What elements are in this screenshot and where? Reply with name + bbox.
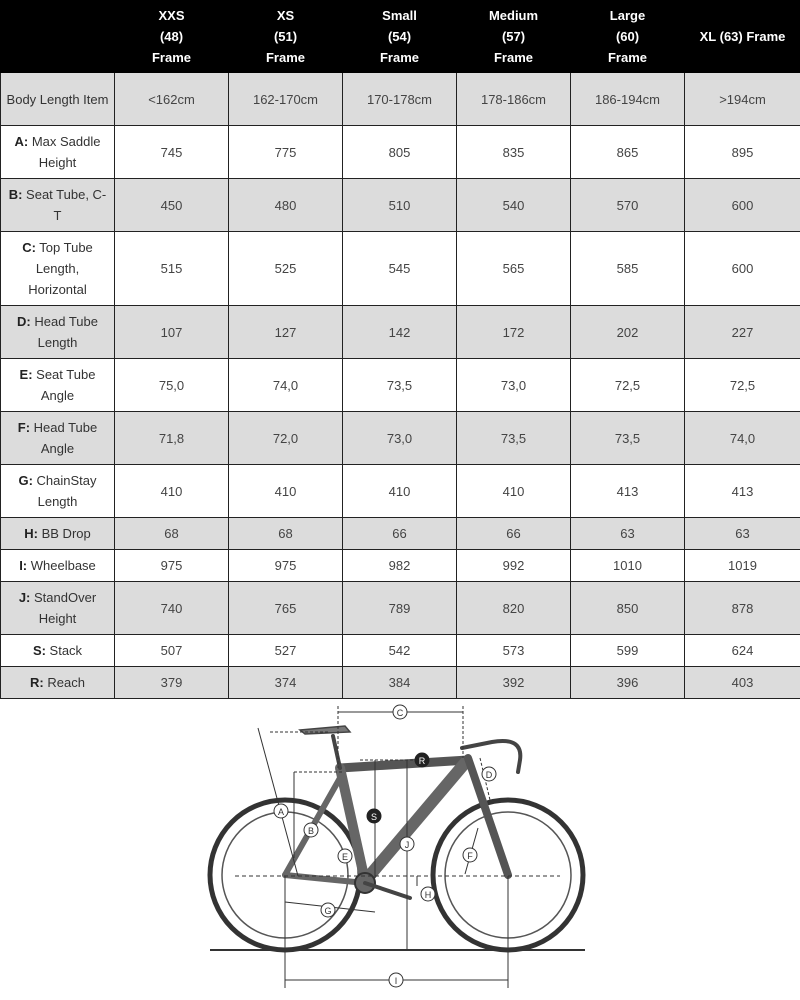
svg-text:C: C xyxy=(396,708,404,718)
cell-small: 805 xyxy=(343,126,457,179)
cell-xxs: 71,8 xyxy=(115,412,229,465)
label-j xyxy=(400,837,414,851)
row-label xyxy=(1,667,115,699)
cell-large: 73,5 xyxy=(571,412,685,465)
table-row xyxy=(1,550,800,582)
row-label-text: Reach xyxy=(43,675,85,690)
row-label-text: Seat Tube Angle xyxy=(32,367,96,403)
header-size-xl: XL (63) Frame xyxy=(685,1,800,73)
label-a xyxy=(274,804,288,818)
table-row xyxy=(1,306,800,359)
svg-text:S: S xyxy=(370,812,378,822)
cell-small: 142 xyxy=(343,306,457,359)
cell-medium: 820 xyxy=(457,582,571,635)
cell-large: 396 xyxy=(571,667,685,699)
cell-xl: >194cm xyxy=(685,73,800,126)
row-label-text: ChainStay Length xyxy=(32,473,97,509)
row-label xyxy=(1,550,115,582)
header-row xyxy=(1,1,800,73)
cell-xs: 765 xyxy=(229,582,343,635)
cell-medium: 573 xyxy=(457,635,571,667)
cell-small: 542 xyxy=(343,635,457,667)
row-key: I: xyxy=(19,558,28,573)
cell-xs: 162-170cm xyxy=(229,73,343,126)
cell-large: 1010 xyxy=(571,550,685,582)
row-label xyxy=(1,232,115,306)
svg-text:D: D xyxy=(485,770,493,780)
label-i xyxy=(389,973,403,987)
cell-xxs: 107 xyxy=(115,306,229,359)
row-key: S: xyxy=(32,643,46,658)
row-key: J: xyxy=(18,590,31,605)
header-size-xxs: XXS (48) Frame xyxy=(115,1,229,73)
row-key: D: xyxy=(17,314,31,329)
row-label-text: Stack xyxy=(45,643,83,658)
cell-medium: 992 xyxy=(457,550,571,582)
cell-medium: 540 xyxy=(457,179,571,232)
svg-text:R: R xyxy=(418,756,426,766)
cell-small: 384 xyxy=(343,667,457,699)
bike-frame xyxy=(285,726,520,898)
cell-xs: 74,0 xyxy=(229,359,343,412)
cell-xxs: 75,0 xyxy=(115,359,229,412)
cell-small: 982 xyxy=(343,550,457,582)
cell-small: 170-178cm xyxy=(343,73,457,126)
cell-large: 186-194cm xyxy=(571,73,685,126)
cell-xxs: 745 xyxy=(115,126,229,179)
header-size-large: Large (60) Frame xyxy=(571,1,685,73)
table-row xyxy=(1,232,800,306)
table-row xyxy=(1,126,800,179)
label-s xyxy=(367,809,381,823)
row-key: B: xyxy=(8,187,23,202)
cell-xs: 525 xyxy=(229,232,343,306)
cell-xl: 227 xyxy=(685,306,800,359)
svg-text:A: A xyxy=(277,807,285,817)
cell-small: 66 xyxy=(343,518,457,550)
table-row xyxy=(1,582,800,635)
row-label-text: Head Tube Angle xyxy=(30,420,98,456)
cell-small: 73,5 xyxy=(343,359,457,412)
cell-xs: 68 xyxy=(229,518,343,550)
cell-xs: 775 xyxy=(229,126,343,179)
cell-medium: 835 xyxy=(457,126,571,179)
cell-large: 72,5 xyxy=(571,359,685,412)
cell-xl: 600 xyxy=(685,232,800,306)
cell-large: 599 xyxy=(571,635,685,667)
cell-large: 202 xyxy=(571,306,685,359)
cell-small: 73,0 xyxy=(343,412,457,465)
svg-text:H: H xyxy=(424,890,432,900)
cell-xl: 413 xyxy=(685,465,800,518)
row-label-text: StandOver Height xyxy=(30,590,97,626)
row-label xyxy=(1,126,115,179)
cell-large: 413 xyxy=(571,465,685,518)
cell-xxs: 450 xyxy=(115,179,229,232)
row-key: A: xyxy=(14,134,29,149)
cell-medium: 66 xyxy=(457,518,571,550)
cell-xxs: 68 xyxy=(115,518,229,550)
row-key: H: xyxy=(24,526,38,541)
label-b xyxy=(304,823,318,837)
cell-medium: 73,0 xyxy=(457,359,571,412)
cell-large: 570 xyxy=(571,179,685,232)
cell-xl: 600 xyxy=(685,179,800,232)
cell-xl: 72,5 xyxy=(685,359,800,412)
label-e xyxy=(338,849,352,863)
row-label-text: Body Length Item xyxy=(6,91,109,107)
cell-medium: 73,5 xyxy=(457,412,571,465)
cell-large: 865 xyxy=(571,126,685,179)
label-f xyxy=(463,848,477,862)
row-label xyxy=(1,465,115,518)
cell-xxs: 379 xyxy=(115,667,229,699)
cell-xs: 410 xyxy=(229,465,343,518)
table-row xyxy=(1,518,800,550)
row-key: C: xyxy=(22,240,36,255)
svg-text:F: F xyxy=(467,851,473,861)
cell-small: 545 xyxy=(343,232,457,306)
label-g xyxy=(321,903,335,917)
header-size-xs: XS (51) Frame xyxy=(229,1,343,73)
cell-xl: 878 xyxy=(685,582,800,635)
cell-xl: 63 xyxy=(685,518,800,550)
cell-xl: 1019 xyxy=(685,550,800,582)
svg-text:J: J xyxy=(404,840,410,850)
svg-text:I: I xyxy=(394,976,398,986)
header-corner xyxy=(1,1,115,73)
table-row xyxy=(1,635,800,667)
row-key: E: xyxy=(19,367,33,382)
row-label xyxy=(1,518,115,550)
cell-xxs: 740 xyxy=(115,582,229,635)
label-r xyxy=(415,753,429,767)
row-label-text: Wheelbase xyxy=(27,558,96,573)
svg-text:B: B xyxy=(307,826,315,836)
cell-xs: 480 xyxy=(229,179,343,232)
cell-medium: 410 xyxy=(457,465,571,518)
row-label xyxy=(1,359,115,412)
row-label-text: Top Tube Length, Horizontal xyxy=(28,240,93,297)
cell-xs: 374 xyxy=(229,667,343,699)
row-label-text: Head Tube Length xyxy=(30,314,98,350)
row-label xyxy=(1,179,115,232)
row-key: R: xyxy=(30,675,44,690)
cell-medium: 178-186cm xyxy=(457,73,571,126)
header-size-small: Small (54) Frame xyxy=(343,1,457,73)
cell-small: 510 xyxy=(343,179,457,232)
table-row xyxy=(1,412,800,465)
cell-xs: 975 xyxy=(229,550,343,582)
row-key: F: xyxy=(17,420,31,435)
cell-medium: 565 xyxy=(457,232,571,306)
cell-small: 789 xyxy=(343,582,457,635)
row-key: G: xyxy=(18,473,33,488)
table-row xyxy=(1,465,800,518)
cell-medium: 172 xyxy=(457,306,571,359)
cell-xxs: 515 xyxy=(115,232,229,306)
row-label xyxy=(1,73,115,126)
row-label xyxy=(1,412,115,465)
header-size-medium: Medium (57) Frame xyxy=(457,1,571,73)
svg-text:E: E xyxy=(341,852,349,862)
cell-large: 850 xyxy=(571,582,685,635)
cell-xxs: <162cm xyxy=(115,73,229,126)
label-c xyxy=(393,705,407,719)
row-label xyxy=(1,582,115,635)
cell-large: 585 xyxy=(571,232,685,306)
cell-xxs: 410 xyxy=(115,465,229,518)
row-label-text: Seat Tube, C-T xyxy=(22,187,107,223)
row-label xyxy=(1,635,115,667)
cell-xl: 403 xyxy=(685,667,800,699)
cell-xs: 127 xyxy=(229,306,343,359)
row-label xyxy=(1,306,115,359)
bike-geometry-diagram xyxy=(0,698,800,1000)
table-row xyxy=(1,359,800,412)
cell-xl: 74,0 xyxy=(685,412,800,465)
svg-text:G: G xyxy=(324,906,332,916)
cell-xxs: 975 xyxy=(115,550,229,582)
table-row xyxy=(1,179,800,232)
label-h xyxy=(421,887,435,901)
table-row xyxy=(1,73,800,126)
cell-small: 410 xyxy=(343,465,457,518)
label-d xyxy=(482,767,496,781)
row-label-text: BB Drop xyxy=(37,526,91,541)
row-label-text: Max Saddle Height xyxy=(28,134,101,170)
cell-xs: 527 xyxy=(229,635,343,667)
cell-xl: 624 xyxy=(685,635,800,667)
cell-large: 63 xyxy=(571,518,685,550)
cell-medium: 392 xyxy=(457,667,571,699)
cell-xs: 72,0 xyxy=(229,412,343,465)
cell-xxs: 507 xyxy=(115,635,229,667)
cell-xl: 895 xyxy=(685,126,800,179)
table-row xyxy=(1,667,800,699)
